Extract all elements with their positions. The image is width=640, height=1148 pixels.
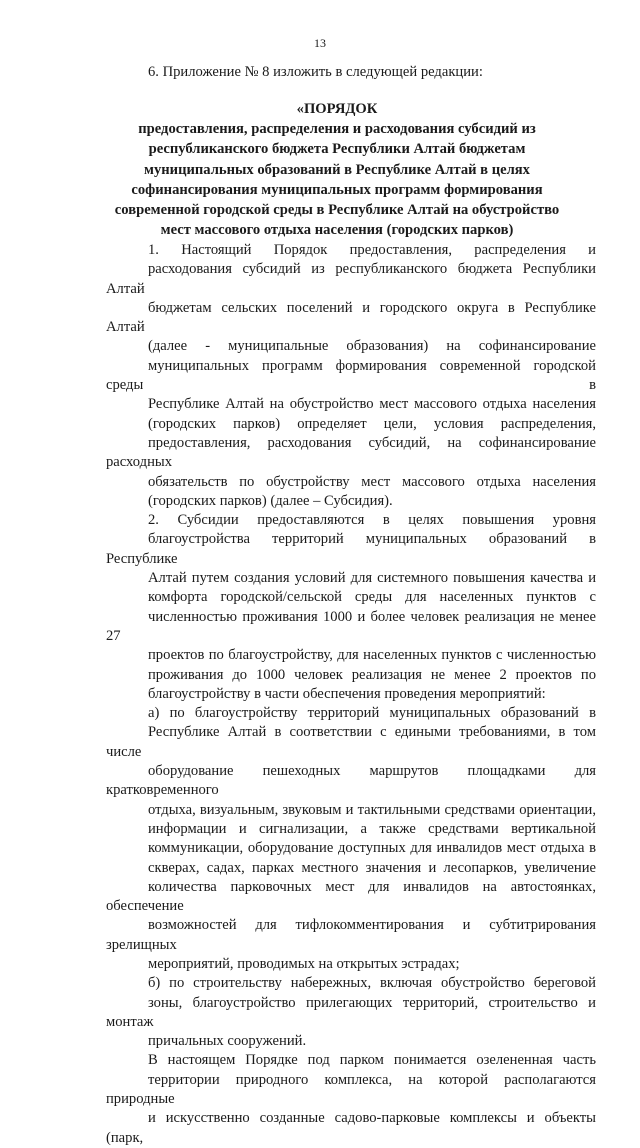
paragraph bbox=[106, 1051, 596, 1147]
paragraph-line: численностью проживания 1000 и более человек реализация не менее 27 bbox=[106, 608, 596, 644]
paragraph-line: обязательств по обустройству мест массового отдыха населения bbox=[148, 473, 596, 490]
paragraph-line: Алтай путем создания условий для системного повышения качества и bbox=[148, 570, 596, 587]
title-line: мест массового отдыха населения (городских парков) bbox=[160, 222, 514, 239]
paragraph-line: Республике Алтай в соответствии с едиными требованиями, в том числе bbox=[106, 724, 596, 760]
paragraph-line: и искусственно созданные садово-парковые комплексы и объекты (парк, bbox=[106, 1110, 596, 1146]
title-line: «ПОРЯДОК bbox=[296, 101, 378, 117]
title-line: республиканского бюджета Республики Алтай бюджетам bbox=[148, 141, 526, 158]
paragraph-line: информации и сигнализации, а также средствами вертикальной bbox=[148, 820, 596, 837]
paragraph-line: 2. Субсидии предоставляются в целях повышения уровня bbox=[148, 512, 596, 529]
paragraph-line: территории природного комплекса, на которой располагаются природные bbox=[106, 1071, 596, 1108]
paragraph bbox=[106, 241, 596, 511]
paragraph bbox=[106, 511, 596, 704]
paragraph bbox=[106, 974, 596, 1051]
title-line: предоставления, распределения и расходования субсидий из bbox=[138, 121, 536, 138]
paragraph-line: благоустройства территорий муниципальных образований в Республике bbox=[106, 531, 596, 567]
paragraph-line: предоставления, расходования субсидий, на софинансирование расходных bbox=[106, 434, 596, 471]
paragraph-line: В настоящем Порядке под парком понимается озелененная часть bbox=[148, 1052, 596, 1069]
paragraph-line: бюджетам сельских поселений и городского округа в Республике Алтай bbox=[106, 299, 596, 336]
paragraph-line: 1. Настоящий Порядок предоставления, распределения и bbox=[148, 242, 596, 258]
paragraph-line: (городских парков) определяет цели, условия распределения, bbox=[148, 415, 596, 432]
paragraph-line: отдыха, визуальным, звуковым и тактильными средствами ориентации, bbox=[148, 801, 596, 818]
paragraph-line: Республике Алтай на обустройство мест массового отдыха населения bbox=[148, 396, 596, 413]
paragraph-line: оборудование пешеходных маршрутов площадками для кратковременного bbox=[106, 763, 596, 799]
paragraph-line: а) по благоустройству территорий муниципальных образований в bbox=[148, 705, 596, 722]
paragraph-line: возможностей для тифлокомментирования и субтитрирования зрелищных bbox=[106, 917, 596, 953]
paragraph-line: количества парковочных мест для инвалидов на автостоянках, обеспечение bbox=[106, 878, 596, 915]
paragraph-line: зоны, благоустройство прилегающих территорий, строительство и монтаж bbox=[106, 994, 596, 1030]
document-body bbox=[106, 241, 596, 1148]
paragraph-line: (городских парков) (далее – Субсидия). bbox=[148, 492, 393, 509]
page-number: 13 bbox=[314, 36, 326, 50]
paragraph-line: (далее - муниципальные образования) на софинансирование bbox=[148, 338, 596, 355]
paragraph-line: коммуникации, оборудование доступных для инвалидов мест отдыха в bbox=[148, 840, 596, 857]
paragraph-line: причальных сооружений. bbox=[148, 1033, 307, 1050]
paragraph-line: расходования субсидий из республиканского бюджета Республики Алтай bbox=[106, 261, 596, 297]
paragraph bbox=[106, 704, 596, 974]
intro-line: 6. Приложение № 8 изложить в следующей редакции: bbox=[148, 64, 483, 80]
paragraph-line: скверах, садах, парках местного значения и лесопарков, увеличение bbox=[148, 859, 596, 876]
paragraph-line: благоустройству в части обеспечения проведения мероприятий: bbox=[148, 685, 546, 702]
paragraph-line: проектов по благоустройству, для населенных пунктов с численностью bbox=[148, 647, 596, 664]
paragraph-line: комфорта городской/сельской среды для населенных пунктов с bbox=[148, 589, 596, 606]
title-line: современной городской среды в Республике Алтай на обустройство bbox=[114, 202, 560, 219]
title-line: софинансирования муниципальных программ формирования bbox=[131, 181, 543, 198]
paragraph-line: мероприятий, проводимых на открытых эстрадах; bbox=[148, 955, 460, 972]
paragraph-line: проживания до 1000 человек реализация не менее 2 проектов по bbox=[148, 666, 596, 683]
paragraph-line: муниципальных программ формирования современной городской среды в bbox=[106, 357, 596, 394]
title-line: муниципальных образований в Республике Алтай в целях bbox=[144, 161, 530, 178]
document-title bbox=[98, 99, 576, 240]
paragraph-line: б) по строительству набережных, включая обустройство береговой bbox=[148, 975, 596, 992]
